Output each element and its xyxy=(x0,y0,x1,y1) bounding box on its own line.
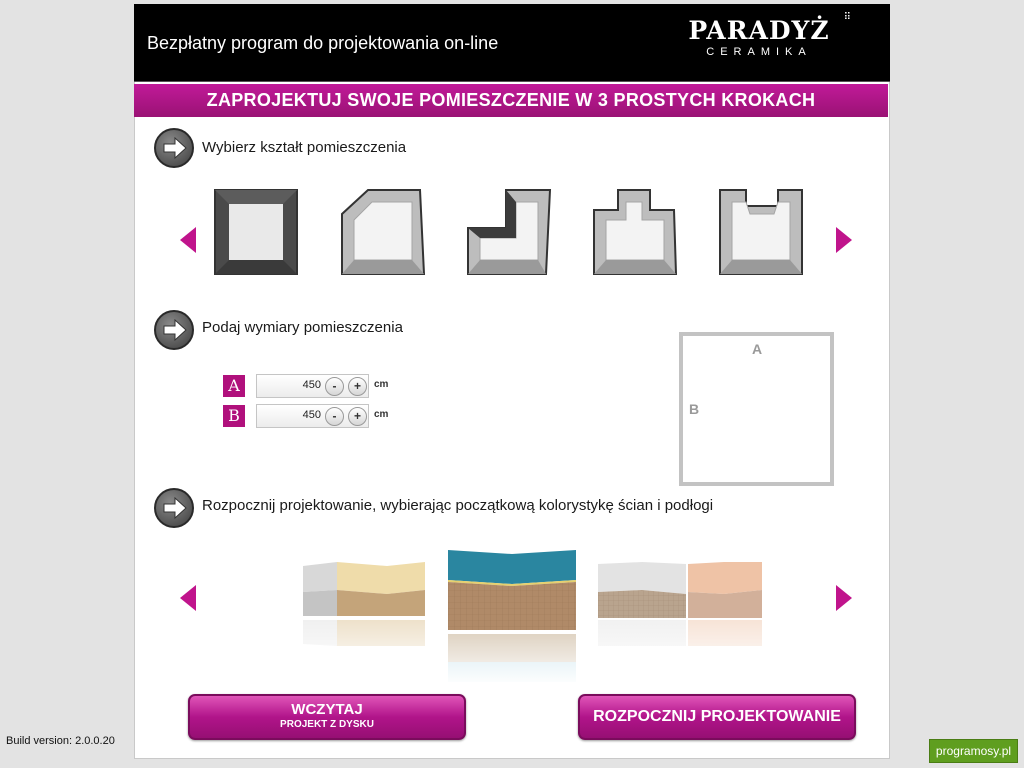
room-shape-square[interactable] xyxy=(213,188,299,276)
room-shape-inner-notch[interactable] xyxy=(718,188,804,276)
theme-peach-thumbnail[interactable] xyxy=(598,560,764,676)
preview-label-b: B xyxy=(689,401,700,417)
load-button-label: WCZYTAJ xyxy=(291,701,363,718)
step-2-arrow-icon xyxy=(154,310,194,350)
dimension-b-value[interactable]: 450 xyxy=(302,409,321,421)
dimension-a-plus-button[interactable]: + xyxy=(348,377,367,396)
start-button-label: ROZPOCZNIJ PROJEKTOWANIE xyxy=(593,708,841,725)
load-button-sublabel: PROJEKT Z DYSKU xyxy=(280,719,374,730)
room-shape-cut-corner[interactable] xyxy=(340,188,426,276)
build-version: Build version: 2.0.0.20 xyxy=(6,735,115,747)
themes-prev-arrow-icon[interactable] xyxy=(178,584,198,612)
room-shape-t-notch[interactable] xyxy=(592,188,678,276)
dimension-b-plus-button[interactable]: + xyxy=(348,407,367,426)
step-1-label: Wybierz kształt pomieszczenia xyxy=(202,139,407,156)
dimension-b-unit: cm xyxy=(374,409,389,420)
dimension-a-badge: A xyxy=(223,375,245,397)
dimension-b-badge: B xyxy=(223,405,245,427)
step-2-label: Podaj wymiary pomieszczenia xyxy=(202,319,403,336)
room-preview xyxy=(679,332,834,486)
theme-beige-thumbnail[interactable] xyxy=(303,560,427,676)
dimension-a-minus-button[interactable]: - xyxy=(325,377,344,396)
step-3-label: Rozpocznij projektowanie, wybierając początkową kolorystykę ścian i podłogi xyxy=(202,497,714,514)
dimension-a-unit: cm xyxy=(374,379,389,390)
step-3-arrow-icon xyxy=(154,488,194,528)
dimension-b-field[interactable] xyxy=(256,404,369,428)
paradyz-logo xyxy=(666,12,852,75)
dimension-a-field[interactable] xyxy=(256,374,369,398)
step-1-arrow-icon xyxy=(154,128,194,168)
room-shape-l[interactable] xyxy=(466,188,552,276)
load-project-button[interactable] xyxy=(188,694,466,740)
theme-teal-thumbnail[interactable] xyxy=(448,548,576,686)
logo-dots-icon: ⠿ xyxy=(843,12,850,23)
steps-banner: ZAPROJEKTUJ SWOJE POMIESZCZENIE W 3 PROSTYCH KROKACH xyxy=(134,84,888,117)
preview-label-a: A xyxy=(752,341,763,357)
header-title: Bezpłatny program do projektowania on-line xyxy=(147,33,499,53)
logo-subtitle: CERAMIKA xyxy=(706,46,812,58)
shapes-prev-arrow-icon[interactable] xyxy=(178,226,198,254)
start-design-button[interactable] xyxy=(578,694,856,740)
dimension-b-minus-button[interactable]: - xyxy=(325,407,344,426)
themes-next-arrow-icon[interactable] xyxy=(834,584,854,612)
shapes-next-arrow-icon[interactable] xyxy=(834,226,854,254)
watermark-badge: programosy.pl xyxy=(929,739,1018,763)
logo-name: PARADYŻ xyxy=(688,16,830,45)
header xyxy=(134,4,890,82)
dimension-a-value[interactable]: 450 xyxy=(302,379,321,391)
